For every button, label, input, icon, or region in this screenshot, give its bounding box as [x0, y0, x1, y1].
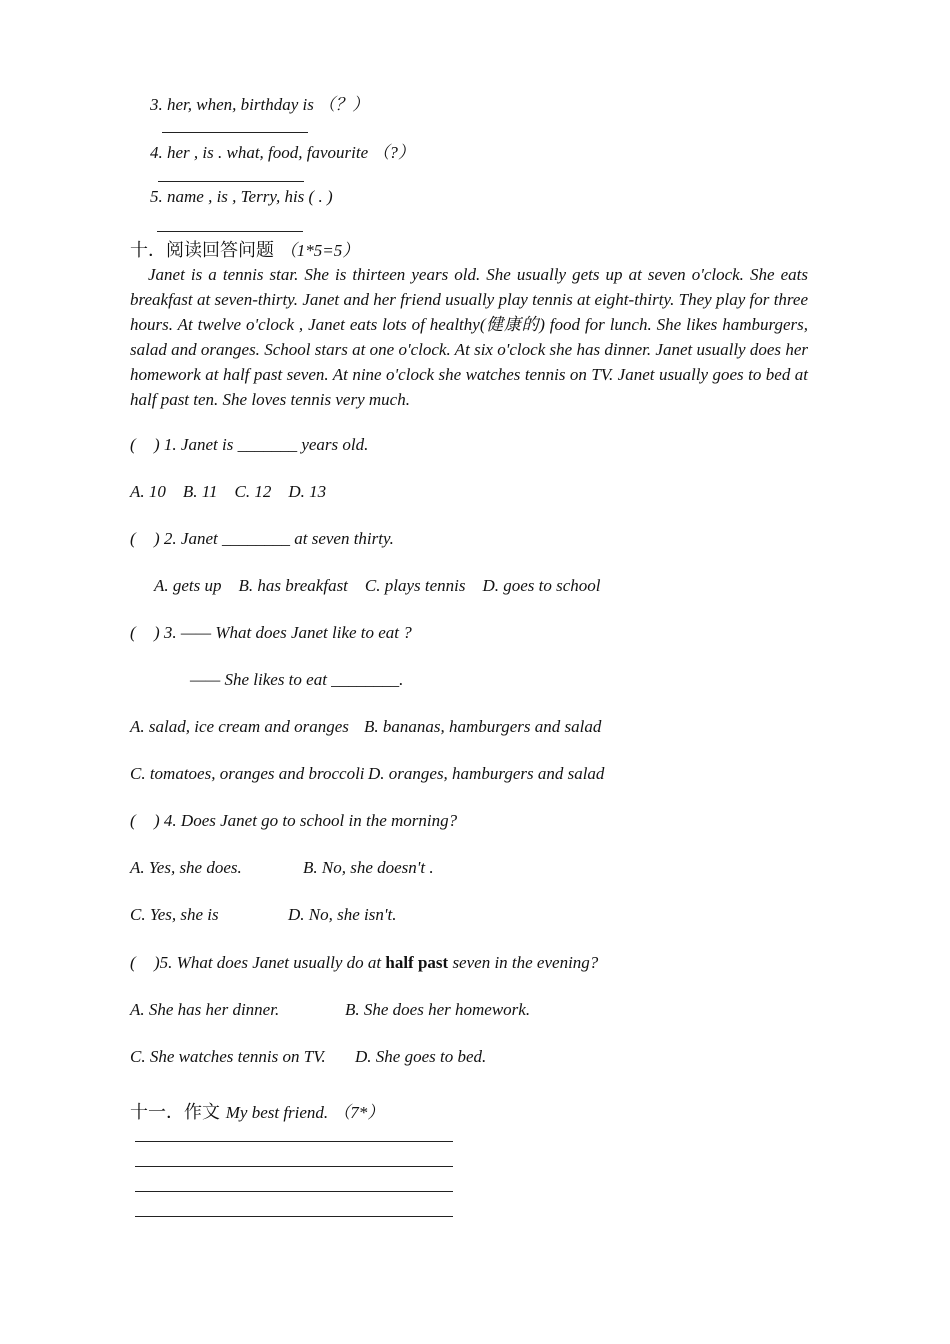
question-2 — [130, 529, 394, 549]
question-3-answer-line: —— She likes to eat ________. — [190, 670, 404, 689]
reorder-item-3: 3. her, when, birthday is （？） — [150, 95, 370, 114]
option-a: A. She has her dinner. — [130, 1000, 280, 1019]
question-4-options-row2 — [130, 905, 396, 925]
question-1 — [130, 435, 368, 455]
option-a: A. Yes, she does. — [130, 858, 242, 877]
option-c: C. tomatoes, oranges and broccoli — [130, 764, 365, 783]
answer-line[interactable] — [158, 181, 304, 182]
answer-paren[interactable]: ( — [130, 529, 136, 548]
question-stem: ) 2. Janet ________ at seven thirty. — [154, 529, 394, 548]
answer-line[interactable] — [157, 231, 303, 232]
question-stem-pre: )5. What does Janet usually do at — [154, 953, 386, 972]
option-d: D. No, she isn't. — [288, 905, 397, 924]
essay-line[interactable] — [135, 1191, 453, 1192]
answer-line[interactable] — [162, 132, 308, 133]
answer-paren[interactable]: ( — [130, 435, 136, 454]
question-3-options-row1 — [130, 717, 601, 737]
section-title: 十一．作文 — [130, 1102, 226, 1123]
question-1-options: A. 10 B. 11 C. 12 D. 13 — [130, 482, 327, 501]
question-stem: ) 1. Janet is _______ years old. — [154, 435, 369, 454]
reorder-item-5: 5. name , is , Terry, his ( . ) — [150, 187, 333, 206]
option-b: B. She does her homework. — [345, 1000, 531, 1019]
section-title: 十．阅读回答问题 — [130, 240, 280, 261]
option-c: C. She watches tennis on TV. — [130, 1047, 326, 1066]
question-3-options-row2 — [130, 764, 604, 784]
reorder-item-4: 4. her , is . what, food, favourite （?） — [150, 143, 415, 162]
answer-paren[interactable]: ( — [130, 953, 136, 972]
section-score: （7*） — [333, 1103, 385, 1122]
option-d: D. oranges, hamburgers and salad — [368, 764, 605, 783]
question-2-options: A. gets up B. has breakfast C. plays tennis D. goes to school — [154, 576, 601, 595]
essay-line[interactable] — [135, 1166, 453, 1167]
question-4 — [130, 811, 457, 831]
question-stem: ) 3. —— What does Janet like to eat ? — [154, 623, 412, 642]
essay-line[interactable] — [135, 1141, 453, 1142]
section-heading — [130, 236, 359, 262]
question-5-options-row1 — [130, 1000, 530, 1020]
option-c: C. Yes, she is — [130, 905, 219, 924]
passage-text: Janet is a tennis star. She is thirteen years old. She usually gets up at seven o'clock. She eats breakfast at seven-thirty. Janet and her friend usually play tennis at eight-thirty. They play for three hours. At twelve o'clock , Janet eats lots of healthy(健康的) food for lunch. She likes hamburgers, salad and oranges. School stars at one o'clock. At six o'clock she has dinner. Janet usually does her homework at half past seven. At nine o'clock she watches tennis on TV. Janet usually goes to bed at half past ten. She loves tennis very much. — [130, 265, 808, 409]
question-4-options-row1 — [130, 858, 434, 878]
essay-topic: My best friend. — [225, 1103, 329, 1122]
answer-paren[interactable]: ( — [130, 623, 136, 642]
option-b: B. bananas, hamburgers and salad — [364, 717, 602, 736]
option-a: A. salad, ice cream and oranges — [130, 717, 349, 736]
question-stem: ) 4. Does Janet go to school in the morning? — [154, 811, 458, 830]
question-5 — [130, 953, 598, 973]
section-score: （1*5=5） — [279, 241, 360, 260]
option-d: D. She goes to bed. — [355, 1047, 487, 1066]
question-3 — [130, 623, 412, 643]
question-5-options-row2 — [130, 1047, 486, 1067]
essay-line[interactable] — [135, 1216, 453, 1217]
option-b: B. No, she doesn't . — [303, 858, 434, 877]
question-stem-post: seven in the evening? — [448, 953, 599, 972]
section-heading — [130, 1098, 384, 1124]
answer-paren[interactable]: ( — [130, 811, 136, 830]
reading-passage — [130, 262, 808, 412]
question-stem-emphasis: half past — [385, 953, 449, 972]
